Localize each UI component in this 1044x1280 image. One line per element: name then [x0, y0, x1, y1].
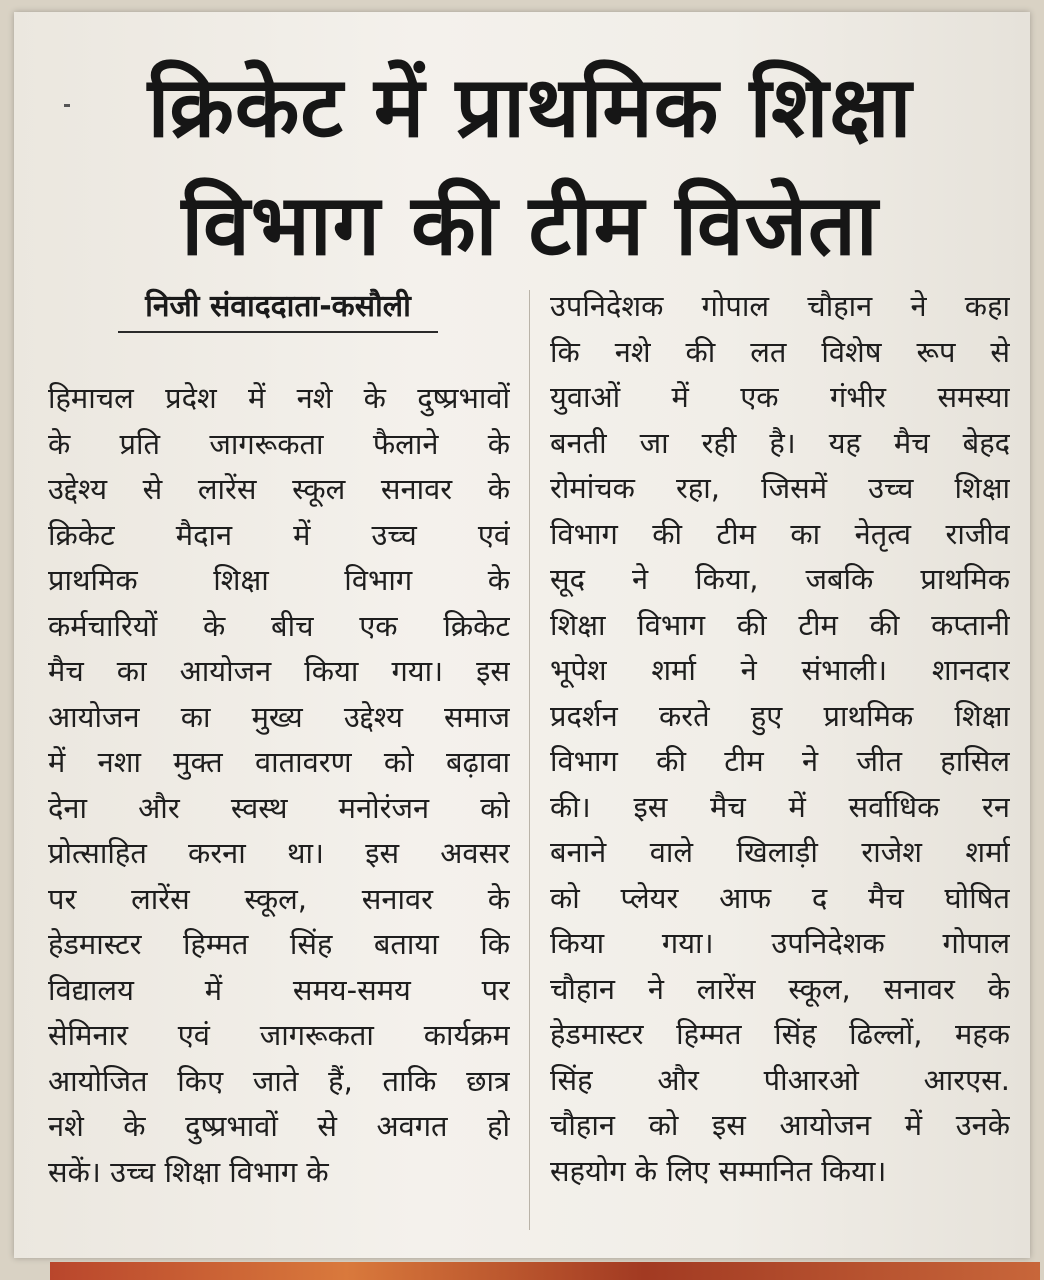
article-line: क्रिकेट मैदान में उच्च एवं — [48, 517, 510, 552]
article-line: किया गया। उपनिदेशक गोपाल — [550, 926, 1010, 960]
article-line: को प्लेयर आफ द मैच घोषित — [550, 880, 1010, 915]
article-line: में नशा मुक्त वातावरण को बढ़ावा — [48, 745, 510, 779]
article-line: विद्यालय में समय-समय पर — [48, 972, 510, 1007]
headline-line-2: विभाग की टीम विजेता — [181, 176, 879, 274]
article-line: विभाग की टीम ने जीत हासिल — [550, 744, 1010, 778]
article-line: शिक्षा विभाग की टीम की कप्तानी — [550, 607, 1010, 642]
article-line: बनाने वाले खिलाड़ी राजेश शर्मा — [550, 835, 1010, 869]
article-line: सिंह और पीआरओ आरएस. — [550, 1062, 1010, 1097]
article-line: आयोजित किए जाते हैं, ताकि छात्र — [48, 1063, 510, 1098]
article-line: विभाग की टीम का नेतृत्व राजीव — [550, 516, 1010, 551]
article-line: चौहान ने लारेंस स्कूल, सनावर के — [550, 971, 1010, 1006]
article-line: हेडमास्टर हिम्मत सिंह बताया कि — [48, 927, 510, 961]
article-line: मैच का आयोजन किया गया। इस — [48, 654, 510, 688]
column-divider — [529, 290, 530, 1230]
article-line: बनती जा रही है। यह मैच बेहद — [550, 425, 1010, 460]
article-line: हेडमास्टर हिम्मत सिंह ढिल्लों, महक — [550, 1017, 1010, 1051]
article-line: की। इस मैच में सर्वाधिक रन — [550, 789, 1010, 824]
article-line: कि नशे की लत विशेष रूप से — [550, 334, 1010, 369]
article-column-left — [48, 376, 510, 1195]
article-line: कर्मचारियों के बीच एक क्रिकेट — [48, 608, 510, 643]
article-line: युवाओं में एक गंभीर समस्या — [550, 380, 1010, 414]
article-line: सकें। उच्च शिक्षा विभाग के — [48, 1154, 329, 1189]
article-line: प्राथमिक शिक्षा विभाग के — [48, 563, 510, 597]
article-line: उद्देश्य से लारेंस स्कूल सनावर के — [48, 472, 510, 506]
byline: निजी संवाददाता-कसौली — [118, 284, 438, 333]
article-line: चौहान को इस आयोजन में उनके — [550, 1108, 1010, 1142]
image-strip-bottom — [50, 1262, 1040, 1280]
article-line: उपनिदेशक गोपाल चौहान ने कहा — [550, 289, 1010, 323]
article-line: रोमांचक रहा, जिसमें उच्च शिक्षा — [550, 471, 1010, 505]
headline-line-1: क्रिकेट में प्राथमिक शिक्षा — [147, 58, 913, 156]
article-line: सेमिनार एवं जागरूकता कार्यक्रम — [48, 1018, 510, 1052]
article-line: प्रोत्साहित करना था। इस अवसर — [48, 836, 510, 870]
article-line: देना और स्वस्थ मनोरंजन को — [48, 790, 510, 825]
article-line: हिमाचल प्रदेश में नशे के दुष्प्रभावों — [48, 381, 510, 415]
article-column-right — [550, 284, 1010, 1194]
article-line: सूद ने किया, जबकि प्राथमिक — [550, 562, 1010, 596]
article-line: सहयोग के लिए सम्मानित किया। — [550, 1153, 887, 1188]
article-line: आयोजन का मुख्य उद्देश्य समाज — [48, 699, 510, 734]
article-line: भूपेश शर्मा ने संभाली। शानदार — [550, 653, 1010, 687]
article-line: प्रदर्शन करते हुए प्राथमिक शिक्षा — [550, 698, 1010, 733]
article-line: के प्रति जागरूकता फैलाने के — [48, 426, 510, 461]
article-line: पर लारेंस स्कूल, सनावर के — [48, 881, 510, 916]
article-line: नशे के दुष्प्रभावों से अवगत हो — [48, 1109, 510, 1143]
